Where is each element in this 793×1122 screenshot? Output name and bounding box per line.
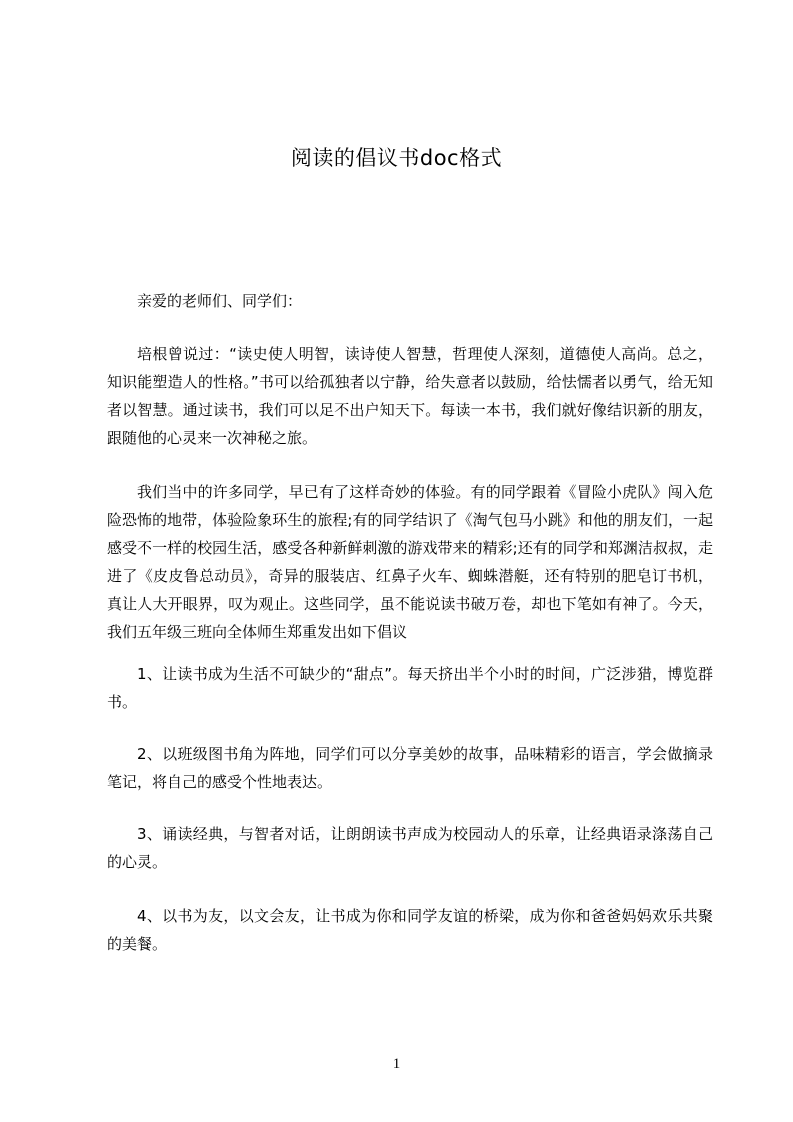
greeting: 亲爱的老师们、同学们： xyxy=(137,292,303,310)
proposal-item-1: 1、让读书成为生活不可缺少的“甜点”。每天挤出半个小时的时间，广泛涉猎，博览群书。 xyxy=(107,665,713,711)
paragraph-experience: 我们当中的许多同学，早已有了这样奇妙的体验。有的同学跟着《冒险小虎队》闯入危险恐怖的地带，体验险象环生的旅程;有的同学结识了《淘气包马小跳》和他的朋友们，一起感受不一样的校园生活，感受各种新鲜刺激的游戏带来的精彩;还有的同学和郑渊洁叔叔，走进了《皮皮鲁总动员》，奇异的服装店、红鼻子火车、蜘蛛潜艇，还有特别的肥皂订书机，真让人大开眼界，叹为观止。这些同学，虽不能说读书破万卷，却也下笔如有神了。今天，我们五年级三班向全体师生郑重发出如下倡议 xyxy=(107,483,713,641)
page-number: 1 xyxy=(392,1056,401,1072)
document-title: 阅读的倡议书doc格式 xyxy=(290,146,503,170)
proposal-item-3: 3、诵读经典，与智者对话，让朗朗读书声成为校园动人的乐章，让经典语录涤荡自己的心灵。 xyxy=(107,825,713,871)
paragraph-intro: 培根曾说过：“读史使人明智，读诗使人智慧，哲理使人深刻，道德使人高尚。总之，知识能塑造人的性格。”书可以给孤独者以宁静，给失意者以鼓励，给怯懦者以勇气，给无知者以智慧。通过读书，我们可以足不出户知天下。每读一本书，我们就好像结识新的朋友，跟随他的心灵来一次神秘之旅。 xyxy=(107,345,713,447)
proposal-item-2: 2、以班级图书角为阵地，同学们可以分享美妙的故事，品味精彩的语言，学会做摘录笔记，将自己的感受个性地表达。 xyxy=(107,745,713,791)
proposal-item-4: 4、以书为友，以文会友，让书成为你和同学友谊的桥梁，成为你和爸爸妈妈欢乐共聚的美餐。 xyxy=(107,907,713,953)
